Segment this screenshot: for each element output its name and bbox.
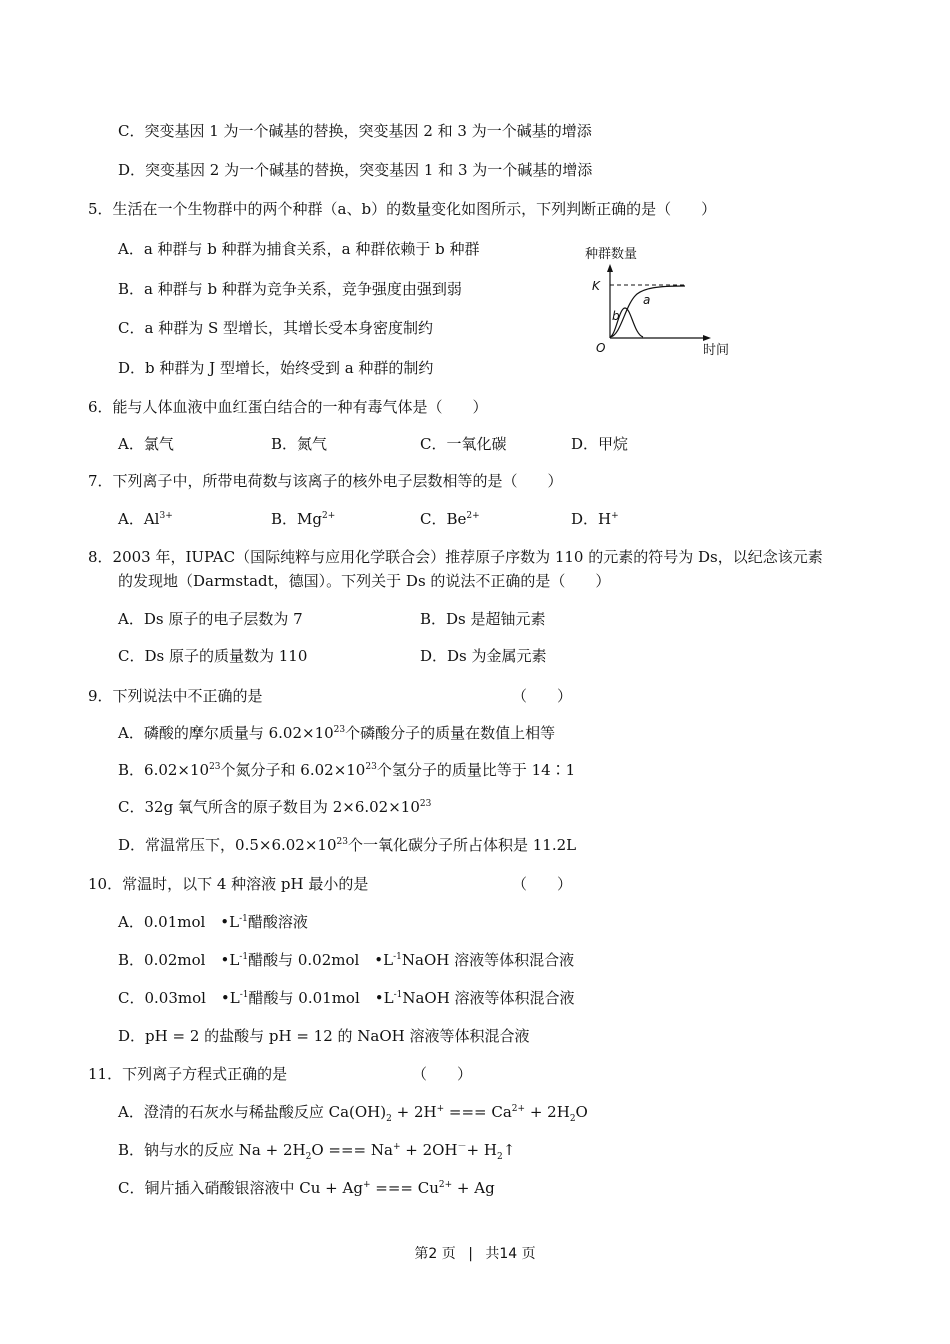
q11-stem: 11．下列离子方程式正确的是 <box>88 1065 288 1083</box>
q8-stem-line1: 8．2003 年，IUPAC（国际纯粹与应用化学联合会）推荐原子序数为 110 的元素的符号为 Ds，以纪念该元素 <box>88 548 823 566</box>
q6-option-a: A．氯气 <box>118 435 174 453</box>
figure-y-arrow <box>607 264 613 272</box>
q10-option-d: D．pH = 2 的盐酸与 pH = 12 的 NaOH 溶液等体积混合液 <box>118 1027 530 1045</box>
q9-answer-paren: （ ） <box>512 687 573 705</box>
q5-option-c: C．a 种群为 S 型增长，其增长受本身密度制约 <box>118 319 434 337</box>
q8-option-c: C．Ds 原子的质量数为 110 <box>118 647 308 665</box>
q4-option-c: C．突变基因 1 为一个碱基的替换，突变基因 2 和 3 为一个碱基的增添 <box>118 122 592 140</box>
q11-answer-paren: （ ） <box>412 1065 473 1083</box>
figure-ylabel: 种群数量 <box>585 247 638 262</box>
q6-stem: 6．能与人体血液中血红蛋白结合的一种有毒气体是（ ） <box>88 398 488 416</box>
q11-option-a: A．澄清的石灰水与稀盐酸反应 $Ca(OH)_2 + 2H^+$ === $Ca^{2+} + 2H_2O$ <box>118 1103 588 1124</box>
q10-option-c: C．0.03mol $•L^{-1}$醋酸与 0.01mol $•L^{-1}NaOH$ 溶液等体积混合液 <box>118 989 575 1007</box>
figure-xlabel: 时间 <box>703 343 730 358</box>
q6-option-d: D．甲烷 <box>571 435 629 453</box>
q9-option-d: D．常温常压下，$0.5\times 6.02\times 10^{23}$个一氧化碳分子所占体积是 11.2L <box>118 836 577 854</box>
q9-option-c: C．32g 氧气所含的原子数目为 $2\times 6.02\times 10^{23}$ <box>118 798 432 816</box>
q7-option-b: B．$Mg^{2+}$ <box>271 510 336 528</box>
footer-separator: | <box>468 1246 473 1262</box>
q11-option-c: C．铜片插入硝酸银溶液中 Cu + Ag+ === $Cu^{2+} + Ag$ <box>118 1179 495 1197</box>
q8-stem-line2: 的发现地（Darmstadt，德国）。下列关于 Ds 的说法不正确的是（ ） <box>118 572 611 590</box>
q10-stem: 10．常温时，以下 4 种溶液 pH 最小的是 <box>88 875 369 893</box>
q5-option-d: D．b 种群为 J 型增长，始终受到 a 种群的制约 <box>118 359 434 377</box>
q4-option-d: D．突变基因 2 为一个碱基的替换，突变基因 1 和 3 为一个碱基的增添 <box>118 161 593 179</box>
q5-option-b: B．a 种群与 b 种群为竞争关系，竞争强度由强到弱 <box>118 280 462 298</box>
q7-stem: 7．下列离子中，所带电荷数与该离子的核外电子层数相等的是（ ） <box>88 472 563 490</box>
q8-option-b: B．Ds 是超铀元素 <box>420 610 546 628</box>
figure-k-label: K <box>592 279 600 293</box>
q8-option-d: D．Ds 为金属元素 <box>420 647 547 665</box>
figure-origin-label: O <box>596 341 606 355</box>
q5-stem: 5．生活在一个生物群中的两个种群（a、b）的数量变化如图所示，下列判断正确的是（ ） <box>88 200 717 218</box>
q9-option-b: B．$6.02\times 10^{23}$个氮分子和 $6.02\times 10^{23}$个氢分子的质量比等于 14∶1 <box>118 761 576 779</box>
page-number: 第2 页 <box>414 1246 456 1262</box>
figure-b-label: b <box>612 309 620 323</box>
q7-option-a: A．$Al^{3+}$ <box>118 510 173 528</box>
q6-option-c: C．一氧化碳 <box>420 435 507 453</box>
page-total: 共14 页 <box>485 1246 536 1262</box>
q7-option-c: C．$Be^{2+}$ <box>420 510 480 528</box>
figure-a-label: a <box>643 293 651 307</box>
q6-option-b: B．氮气 <box>271 435 328 453</box>
q10-option-a: A．0.01mol $•L^{-1}$醋酸溶液 <box>118 913 308 931</box>
page-footer <box>0 1243 950 1263</box>
q10-option-b: B．0.02mol $•L^{-1}$醋酸与 0.02mol $•L^{-1}NaOH$ 溶液等体积混合液 <box>118 951 575 969</box>
q9-stem: 9．下列说法中不正确的是 <box>88 687 263 705</box>
q10-answer-paren: （ ） <box>512 875 573 893</box>
q8-option-a: A．Ds 原子的电子层数为 7 <box>118 610 303 628</box>
q11-option-b: B．钠与水的反应 $Na + 2H_2O$ === $Na^+ + 2OH^-+ H_2↑$ <box>118 1141 516 1162</box>
q9-option-a: A．磷酸的摩尔质量与 $6.02\times 10^{23}$个磷酸分子的质量在数值上相等 <box>118 724 556 742</box>
figure-x-arrow <box>703 335 711 341</box>
q5-option-a: A．a 种群与 b 种群为捕食关系，a 种群依赖于 b 种群 <box>118 240 480 258</box>
q7-option-d: D．H+ <box>571 510 619 528</box>
population-figure <box>585 242 735 360</box>
